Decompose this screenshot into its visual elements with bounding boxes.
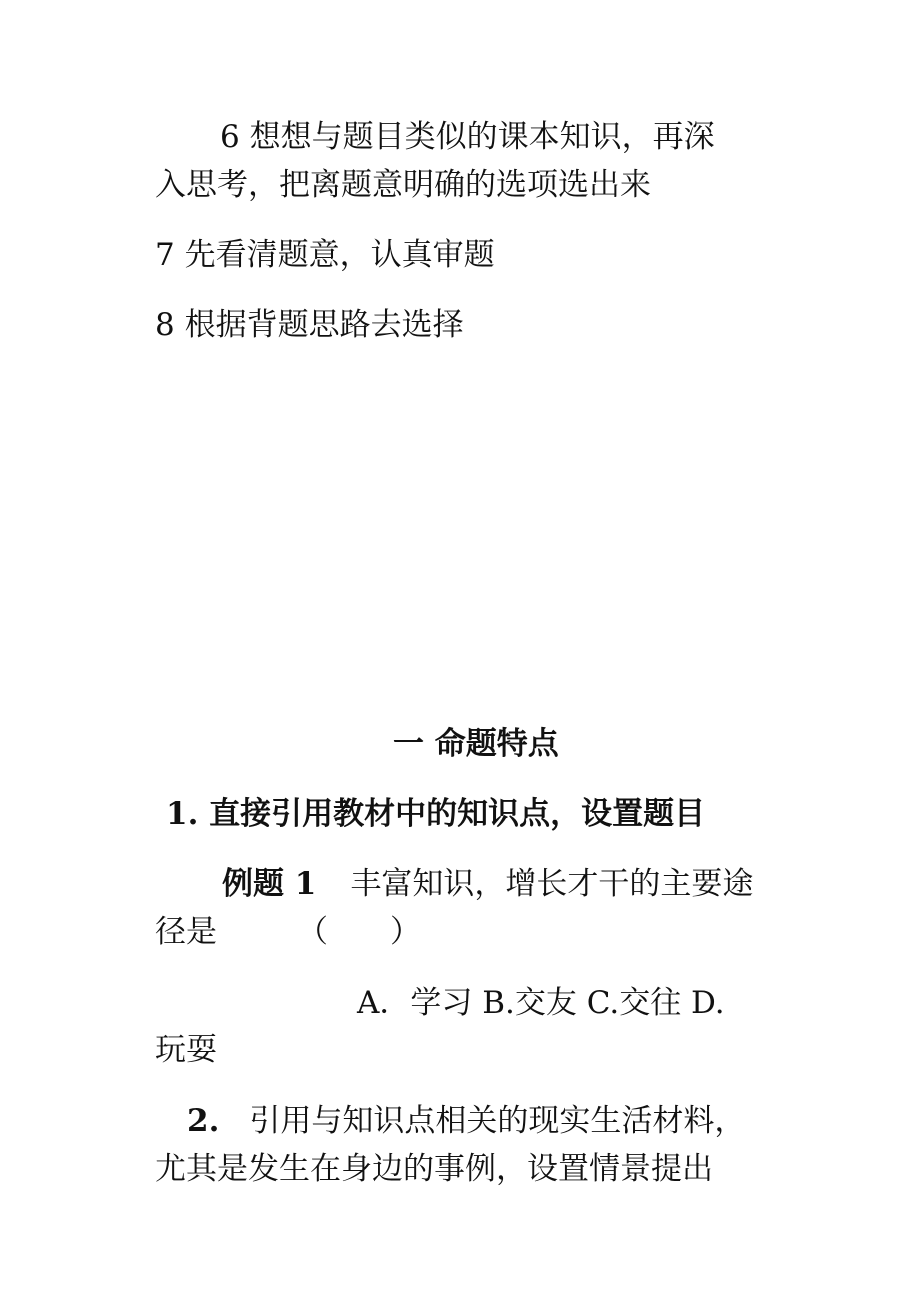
options-line-1: A．学习 B.交友 C.交往 D. xyxy=(357,985,725,1021)
point-2-text: 引用与知识点相关的现实生活材料， xyxy=(249,1103,746,1139)
tip-6-line-1: 6 想想与题目类似的课本知识，再深 xyxy=(220,119,715,155)
example-question: 丰富知识，增长才干的主要途 xyxy=(350,866,754,902)
point-1: 1. 直接引用教材中的知识点，设置题目 xyxy=(166,796,706,832)
tip-8: 8 根据背题思路去选择 xyxy=(155,307,464,343)
point-2-line-2: 尤其是发生在身边的事例，设置情景提出 xyxy=(155,1151,713,1187)
example-1-line-2 xyxy=(155,912,421,952)
section-heading: 一 命题特点 xyxy=(393,726,559,762)
tip-7: 7 先看清题意，认真审题 xyxy=(155,237,495,273)
example-1-line-1 xyxy=(222,864,753,904)
point-2-line-1 xyxy=(187,1101,745,1141)
example-question-cont: 径是 xyxy=(155,914,217,950)
answer-blank: （ ） xyxy=(297,914,421,950)
options-line-2: 玩耍 xyxy=(155,1032,217,1068)
example-label: 例题 1 xyxy=(222,866,317,902)
tip-6-line-2: 入思考，把离题意明确的选项选出来 xyxy=(155,167,651,203)
point-2-number: 2. xyxy=(187,1103,220,1139)
